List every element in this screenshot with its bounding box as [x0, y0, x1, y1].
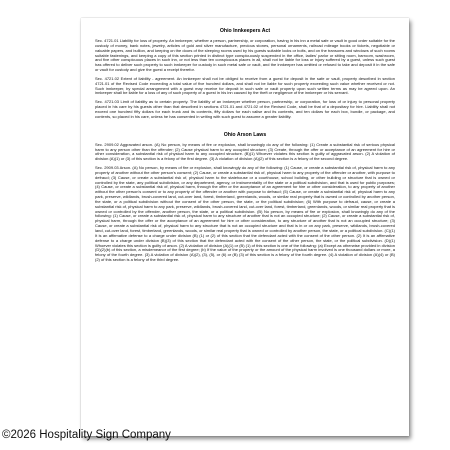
- section-spacer: [95, 124, 395, 132]
- copyright-notice: ©2026 Hospitality Sign Company: [2, 429, 171, 441]
- innkeepers-section-4721-02: Sec. 4721.02 Extent of liability - agreement. An innkeeper shall not be obliged to receive from a guest for deposit in the safe or vault, property described in section 4721.01 of the Revised Code exceeding a total value of five hundred dollars, and shall not be liable for such property exceeding such value whether received or not. Such innkeeper, by special arrangement with a guest may receive for deposit in such safe or vault property upon such written terms as may be agreed upon. An innkeeper shall be liable for a loss of any of such property of a guest in his inn caused by the theft or negligence of the innkeeper or his servant.: [95, 75, 395, 96]
- arson-laws-title: Ohio Arson Laws: [223, 131, 267, 138]
- document-sheet: [81, 18, 409, 436]
- arson-section-2909-02: Sec. 2909.02 Aggravated arson. (A) No person, by means of fire or explosion, shall knowingly do any of the following: (1) Create a substantial risk of serious physical harm to any person other than the offender; (2) Cause physical harm to any occupied structure; (3) Create, through the offer or acceptance of an agreement for hire or other consideration, a substantial risk of physical harm to any occupied structure. (B)(1) Whoever violates this section is guilty of aggravated arson. (2) A violation of division (A)(1) or (3) of this section is a felony of the first degree. (3) A violation of division (A)(2) of this section is a felony of the second degree.: [95, 141, 395, 162]
- innkeepers-act-title: Ohio Innkeepers Act: [219, 28, 271, 34]
- innkeepers-section-4721-03: Sec. 4721.03 Limit of liability as to certain property. The liability of an innkeeper whether person, partnership, or corporation, for loss of or injury to personal property placed in his care by his guests other than that described in sections 4721.01 and 4721.02 of the Revised Code, shall be that of a depositary for hire. Liability shall not exceed one hundred fifty dollars for each trunk and its contents, fifty dollars for each valise and its contents, and ten dollars for each box, bundle, or package, and contents, so placed in his care, unless he has consented in writing with such guest to assume a greater liability.: [95, 99, 395, 119]
- arson-section-2909-03: Sec. 2909.03 Arson. (A) No person, by means of fire or explosion, shall knowingly do any of the following: (1) Cause, or create a substantial risk of, physical harm to any property of another without the other person's consent; (2) Cause, or create a substantial risk of, physical harm to any property of the offender or another, with purpose to defraud; (3) Cause, or create a substantial risk of, physical harm to the statehouse or a courthouse, school building, or other building or structure that is owned or controlled by the state, any political subdivision, or any department, agency, or instrumentality of the state or a political subdivision, and that is used for public purposes; (4) Cause, or create a substantial risk of, physical harm, through the offer or the acceptance of an agreement for hire or other consideration, to any property of another without the other person's consent or to any property of the offender or another with purpose to defraud; (5) Cause, or create a substantial risk of, physical harm to any park, preserve, wildlands, brush-covered land, cut-over land, forest, timberland, greenlands, woods, or similar real property that is owned or controlled by another person, the state, or a political subdivision without the consent of the other person, the state, or the political subdivision; (6) With purpose to defraud, cause, or create a substantial risk of, physical harm to any park, preserve, wildlands, brush-covered land, cut-over land, forest, timberland, greenlands, woods, or similar real property that is owned or controlled by the offender, another person, the state, or a political subdivision. (B) No person, by means of fire or explosion, shall knowingly do any of the following: (1) Cause, or create a substantial risk of, physical harm to any structure of another that is not an occupied structure; (2) Cause, or create a substantial risk of, physical harm, through the offer or the acceptance of an agreement for hire or other consideration, to any structure of another that is not an occupied structure; (3) Cause, or create a substantial risk of, physical harm to any structure that is not an occupied structure and that is in or on any park, preserve, wildlands, brush-covered land, cut-over land, forest, timberland, greenlands, woods, or similar real property that is owned or controlled by another person, the state, or a political subdivision. (C)(1) It is an affirmative defense to a charge under division (B) (1) or (2) of this section that the defendant acted with the consent of the other person. (2) It is an affirmative defense to a charge under division (B)(3) of this section that the defendant acted with the consent of the other person, the state, or the political subdivision. (D)(1) Whoever violates this section is guilty of arson. (2) A violation of division (A)(1) or (B) (1) of this section is one of the following: (a) Except as otherwise provided in division (D)(2)(b) of this section, a misdemeanor of the first degree; (b) If the value of the property or the amount of the physical harm involved is one thousand dollars or more, a felony of the fourth degree. (3) A violation of division (A)(2), (3), (5), or (6) or (B) (3) of this section is a felony of the fourth degree. (4) A violation of division (A)(4) or (B) (2) of this section is a felony of the third degree.: [95, 165, 395, 263]
- innkeepers-section-4721-01: Sec. 4721.01 Liability for loss of property. An innkeeper, whether a person, partnership, or corporation, having in his inn a metal safe or vault in good order suitable for the custody of money, bank notes, jewelry, articles of gold and silver manufacture, precious stones, personal ornaments, railroad mileage books or tickets, negotiable or valuable papers, and bullion, and keeping on the doors of the sleeping rooms used by his guests suitable locks or bolts, and on the transoms and windows of such rooms suitable fastenings, and keeping a copy of this section printed in distinct type conspicuously suspended in the office, ladies' parlor or sitting room, barroom, washroom, and five other conspicuous places in such inn, or not less than ten conspicuous places in all, shall not be liable for loss or injury suffered by a guest, unless such guest has offered to deliver such property to such innkeeper for custody in such metal safe or vault, and the innkeeper has omitted or refused to take and deposit it in the safe or vault for custody and give the guest a receipt therefor.: [95, 38, 395, 73]
